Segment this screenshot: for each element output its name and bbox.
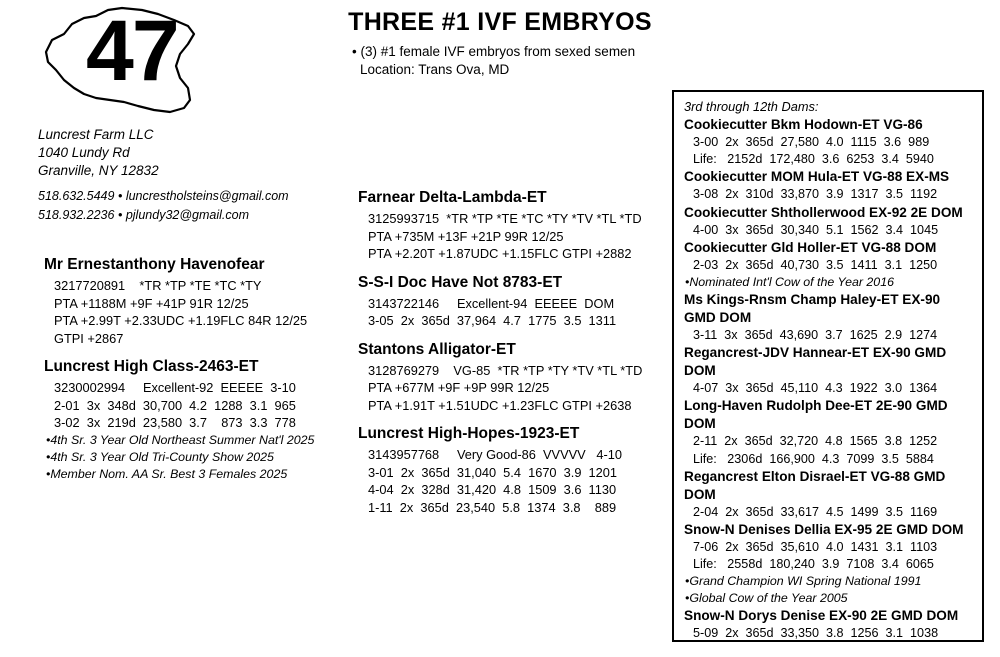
animal-detail-line: PTA +735M +13F +21P 99R 12/25 (368, 228, 564, 244)
animal-detail-line: 4-04 2x 328d 31,420 4.8 1509 3.6 1130 (368, 482, 617, 497)
lot-number: 47 (86, 3, 178, 99)
animal-detail-line: GTPI +2867 (54, 330, 124, 346)
email-1[interactable]: luncrestholsteins@gmail.com (125, 189, 289, 203)
dam-history-box (672, 90, 984, 642)
dam-entry (684, 204, 974, 239)
dam-name: Cookiecutter Gld Holler-ET VG-88 DOM (684, 239, 937, 255)
contact-separator-2: • (117, 208, 123, 222)
animal-detail-line: 3143957768 Very Good-86 VVVVV 4-10 (368, 447, 622, 462)
animal-detail-line: PTA +1188M +9F +41P 91R 12/25 (54, 295, 249, 311)
dam-award-note: •Nominated Int'l Cow of the Year 2016 (685, 275, 894, 290)
dam-record-line: 2-04 2x 365d 33,617 4.5 1499 3.5 1169 (693, 504, 938, 519)
dam-record-line: 4-07 3x 365d 45,110 4.3 1922 3.0 1364 (693, 381, 938, 396)
contact-row-2 (38, 206, 368, 225)
animal-detail-line: PTA +2.20T +1.87UDC +1.15FLC GTPI +2882 (368, 246, 632, 261)
dam-record-line: Life: 2306d 166,900 4.3 7099 3.5 5884 (693, 451, 934, 466)
animal-detail-line: 3-05 2x 365d 37,964 4.7 1775 3.5 1311 (368, 313, 617, 328)
dam-entry (684, 468, 974, 521)
pedigree-column-left (44, 255, 354, 493)
animal-detail-line: 3125993715 *TR *TP *TE *TC *TY *TV *TL *TD (368, 211, 642, 226)
animal-detail-line: 3-01 2x 365d 31,040 5.4 1670 3.9 1201 (368, 464, 618, 480)
dam-name: Regancrest Elton Disrael-ET VG-88 GMD DOM (684, 468, 946, 502)
dam-entry (684, 397, 974, 467)
pedigree-entry (358, 273, 658, 330)
contact-separator-1: • (117, 189, 123, 203)
dam-record-line: 2-11 2x 365d 32,720 4.8 1565 3.8 1252 (693, 434, 938, 449)
consignor-block (38, 126, 338, 180)
contact-row-1 (38, 187, 368, 206)
page-title: THREE #1 IVF EMBRYOS (348, 8, 652, 36)
dam-record-line: 3-00 2x 365d 27,580 4.0 1115 3.6 989 (693, 135, 930, 149)
dam-entry-list (684, 116, 974, 643)
dam-record-line: 2-03 2x 365d 40,730 3.5 1411 3.1 1250 (693, 257, 938, 272)
animal-award-note: •4th Sr. 3 Year Old Tri-County Show 2025 (46, 449, 274, 464)
consignor-farm: Luncrest Farm LLC (38, 127, 154, 142)
pedigree-entry (44, 255, 354, 347)
dam-record-line: 3-08 2x 310d 33,870 3.9 1317 3.5 1192 (693, 187, 938, 202)
dam-entry (684, 344, 974, 397)
dam-name: Regancrest-JDV Hannear-ET EX-90 GMD DOM (684, 345, 947, 379)
pedigree-entry (358, 188, 658, 263)
phone-2: 518.932.2236 (38, 208, 115, 222)
dam-entry (684, 521, 974, 607)
animal-name: Stantons Alligator-ET (358, 340, 516, 358)
dam-record-line: 3-11 3x 365d 43,690 3.7 1625 2.9 1274 (693, 328, 938, 343)
animal-detail-line: PTA +677M +9F +9P 99R 12/25 (368, 380, 550, 395)
dam-entry (684, 607, 974, 642)
animal-name: Farnear Delta-Lambda-ET (358, 189, 547, 206)
dam-entry (684, 168, 974, 203)
lot-description: • (3) #1 female IVF embryos from sexed semen (352, 44, 636, 59)
dam-entry (684, 239, 974, 291)
dam-name: Cookiecutter Shthollerwood EX-92 2E DOM (684, 204, 963, 220)
dam-record-line: 7-06 2x 365d 35,610 4.0 1431 3.1 1103 (693, 540, 938, 555)
consignor-contacts (38, 187, 368, 225)
animal-detail-line: 3230002994 Excellent-92 EEEEE 3-10 (54, 380, 296, 395)
dam-name: Snow-N Dorys Denise EX-90 2E GMD DOM (684, 608, 959, 624)
animal-detail-line: 3217720891 *TR *TP *TE *TC *TY (54, 278, 262, 293)
animal-name: Mr Ernestanthony Havenofear (44, 256, 265, 273)
animal-name: Luncrest High Class-2463-ET (44, 358, 259, 375)
animal-detail-line: 3128769279 VG-85 *TR *TP *TY *TV *TL *TD (368, 362, 643, 378)
dam-record-line: 5-09 2x 365d 33,350 3.8 1256 3.1 1038 (693, 626, 939, 641)
email-2[interactable]: pjlundy32@gmail.com (125, 208, 249, 222)
dam-name: Long-Haven Rudolph Dee-ET 2E-90 GMD DOM (684, 398, 948, 432)
animal-detail-line: 1-11 2x 365d 23,540 5.8 1374 3.8 889 (368, 499, 617, 515)
animal-detail-line: PTA +1.91T +1.51UDC +1.23FLC GTPI +2638 (368, 397, 632, 413)
dam-name: Snow-N Denises Dellia EX-95 2E GMD DOM (684, 522, 964, 538)
pedigree-entry (44, 357, 354, 483)
animal-award-note: •4th Sr. 3 Year Old Northeast Summer Nat'l 2025 (46, 432, 315, 447)
dam-record-line: 4-00 3x 365d 30,340 5.1 1562 3.4 1045 (693, 222, 939, 237)
dam-name: Cookiecutter Bkm Hodown-ET VG-86 (684, 117, 923, 132)
animal-detail-line: PTA +2.99T +2.33UDC +1.19FLC 84R 12/25 (54, 313, 308, 328)
pedigree-column-middle (358, 188, 658, 526)
consignor-address-line2: Granville, NY 12832 (38, 163, 159, 178)
dam-award-note: •Global Cow of the Year 2005 (685, 591, 848, 606)
consignor-address-line1: 1040 Lundy Rd (38, 145, 130, 160)
dam-name: Cookiecutter MOM Hula-ET VG-88 EX-MS (684, 169, 950, 185)
dam-entry (684, 116, 974, 168)
pedigree-entry (358, 424, 658, 516)
animal-detail-line: 2-01 3x 348d 30,700 4.2 1288 3.1 965 (54, 397, 296, 413)
animal-detail-line: 3-02 3x 219d 23,580 3.7 873 3.3 778 (54, 415, 296, 430)
dam-name: Ms Kings-Rnsm Champ Haley-ET EX-90 GMD DOM (684, 292, 941, 326)
dam-award-note: •Grand Champion WI Spring National 1991 (685, 574, 922, 589)
lot-location: Location: Trans Ova, MD (360, 62, 510, 77)
animal-name: S-S-I Doc Have Not 8783-ET (358, 273, 563, 291)
lot-block (38, 4, 238, 124)
dam-box-title: 3rd through 12th Dams: (684, 99, 819, 114)
animal-detail-line: 3143722146 Excellent-94 EEEEE DOM (368, 295, 615, 311)
dam-record-line: Life: 2558d 180,240 3.9 7108 3.4 6065 (693, 557, 934, 572)
phone-1: 518.632.5449 (38, 189, 115, 203)
pedigree-entry (358, 340, 658, 415)
dam-record-line: Life: 2152d 172,480 3.6 6253 3.4 5940 (693, 152, 934, 167)
animal-name: Luncrest High-Hopes-1923-ET (358, 425, 580, 442)
animal-award-note: •Member Nom. AA Sr. Best 3 Females 2025 (46, 466, 288, 481)
dam-entry (684, 291, 974, 344)
